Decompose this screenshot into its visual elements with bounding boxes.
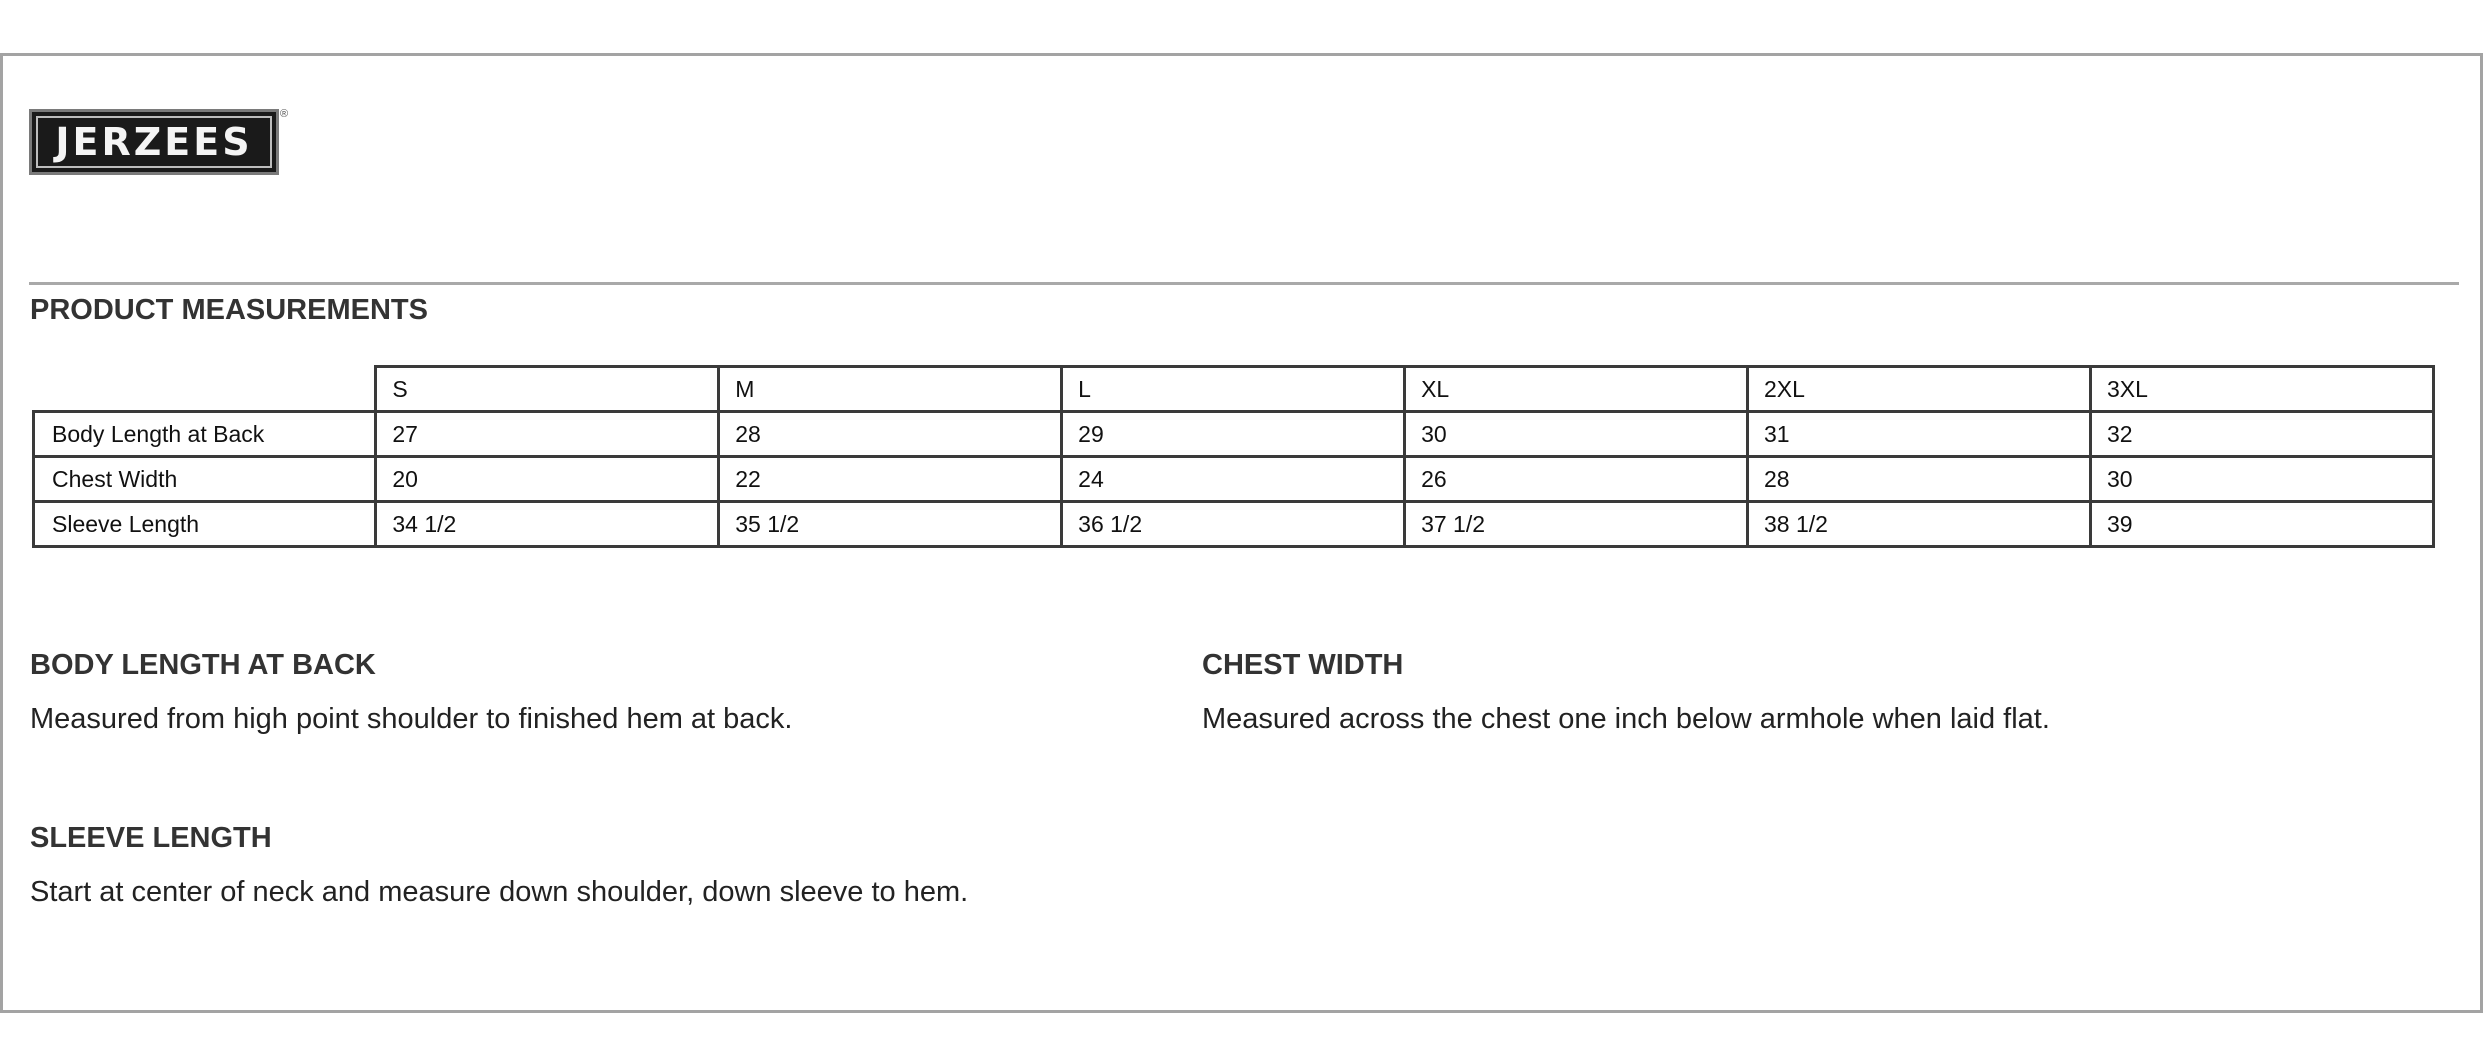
table-corner-cell: [34, 367, 376, 412]
table-row: [34, 502, 2434, 547]
table-cell: 28: [1747, 457, 2090, 502]
section-divider: [29, 282, 2459, 285]
table-cell: 24: [1062, 457, 1405, 502]
table-cell: 30: [2090, 457, 2433, 502]
row-label: Chest Width: [34, 457, 376, 502]
table-row: [34, 412, 2434, 457]
size-header: XL: [1405, 367, 1748, 412]
table-cell: 32: [2090, 412, 2433, 457]
table-row: [34, 457, 2434, 502]
size-header: L: [1062, 367, 1405, 412]
table-cell: 26: [1405, 457, 1748, 502]
chest-width-description: Measured across the chest one inch below armhole when laid flat.: [1202, 703, 2050, 735]
table-cell: 35 1/2: [719, 502, 1062, 547]
table-cell: 37 1/2: [1405, 502, 1748, 547]
table-cell: 34 1/2: [376, 502, 719, 547]
body-length-heading: BODY LENGTH AT BACK: [30, 649, 376, 681]
table-cell: 29: [1062, 412, 1405, 457]
table-cell: 28: [719, 412, 1062, 457]
registered-mark: ®: [280, 108, 289, 120]
section-title: PRODUCT MEASUREMENTS: [30, 294, 428, 326]
table-cell: 38 1/2: [1747, 502, 2090, 547]
row-label: Sleeve Length: [34, 502, 376, 547]
body-length-description: Measured from high point shoulder to finished hem at back.: [30, 703, 793, 735]
table-cell: 22: [719, 457, 1062, 502]
sleeve-length-description: Start at center of neck and measure down shoulder, down sleeve to hem.: [30, 876, 969, 908]
size-header: M: [719, 367, 1062, 412]
table-header-row: [34, 367, 2434, 412]
table-cell: 31: [1747, 412, 2090, 457]
table-cell: 30: [1405, 412, 1748, 457]
size-header: S: [376, 367, 719, 412]
row-label: Body Length at Back: [34, 412, 376, 457]
table-cell: 36 1/2: [1062, 502, 1405, 547]
table-cell: 39: [2090, 502, 2433, 547]
sleeve-length-heading: SLEEVE LENGTH: [30, 822, 272, 854]
logo-text: JERZEES: [55, 120, 253, 164]
size-header: 3XL: [2090, 367, 2433, 412]
table-cell: 20: [376, 457, 719, 502]
table-cell: 27: [376, 412, 719, 457]
jerzees-logo: [29, 109, 279, 175]
size-header: 2XL: [1747, 367, 2090, 412]
chest-width-heading: CHEST WIDTH: [1202, 649, 1404, 681]
measurements-table: [32, 365, 2435, 548]
